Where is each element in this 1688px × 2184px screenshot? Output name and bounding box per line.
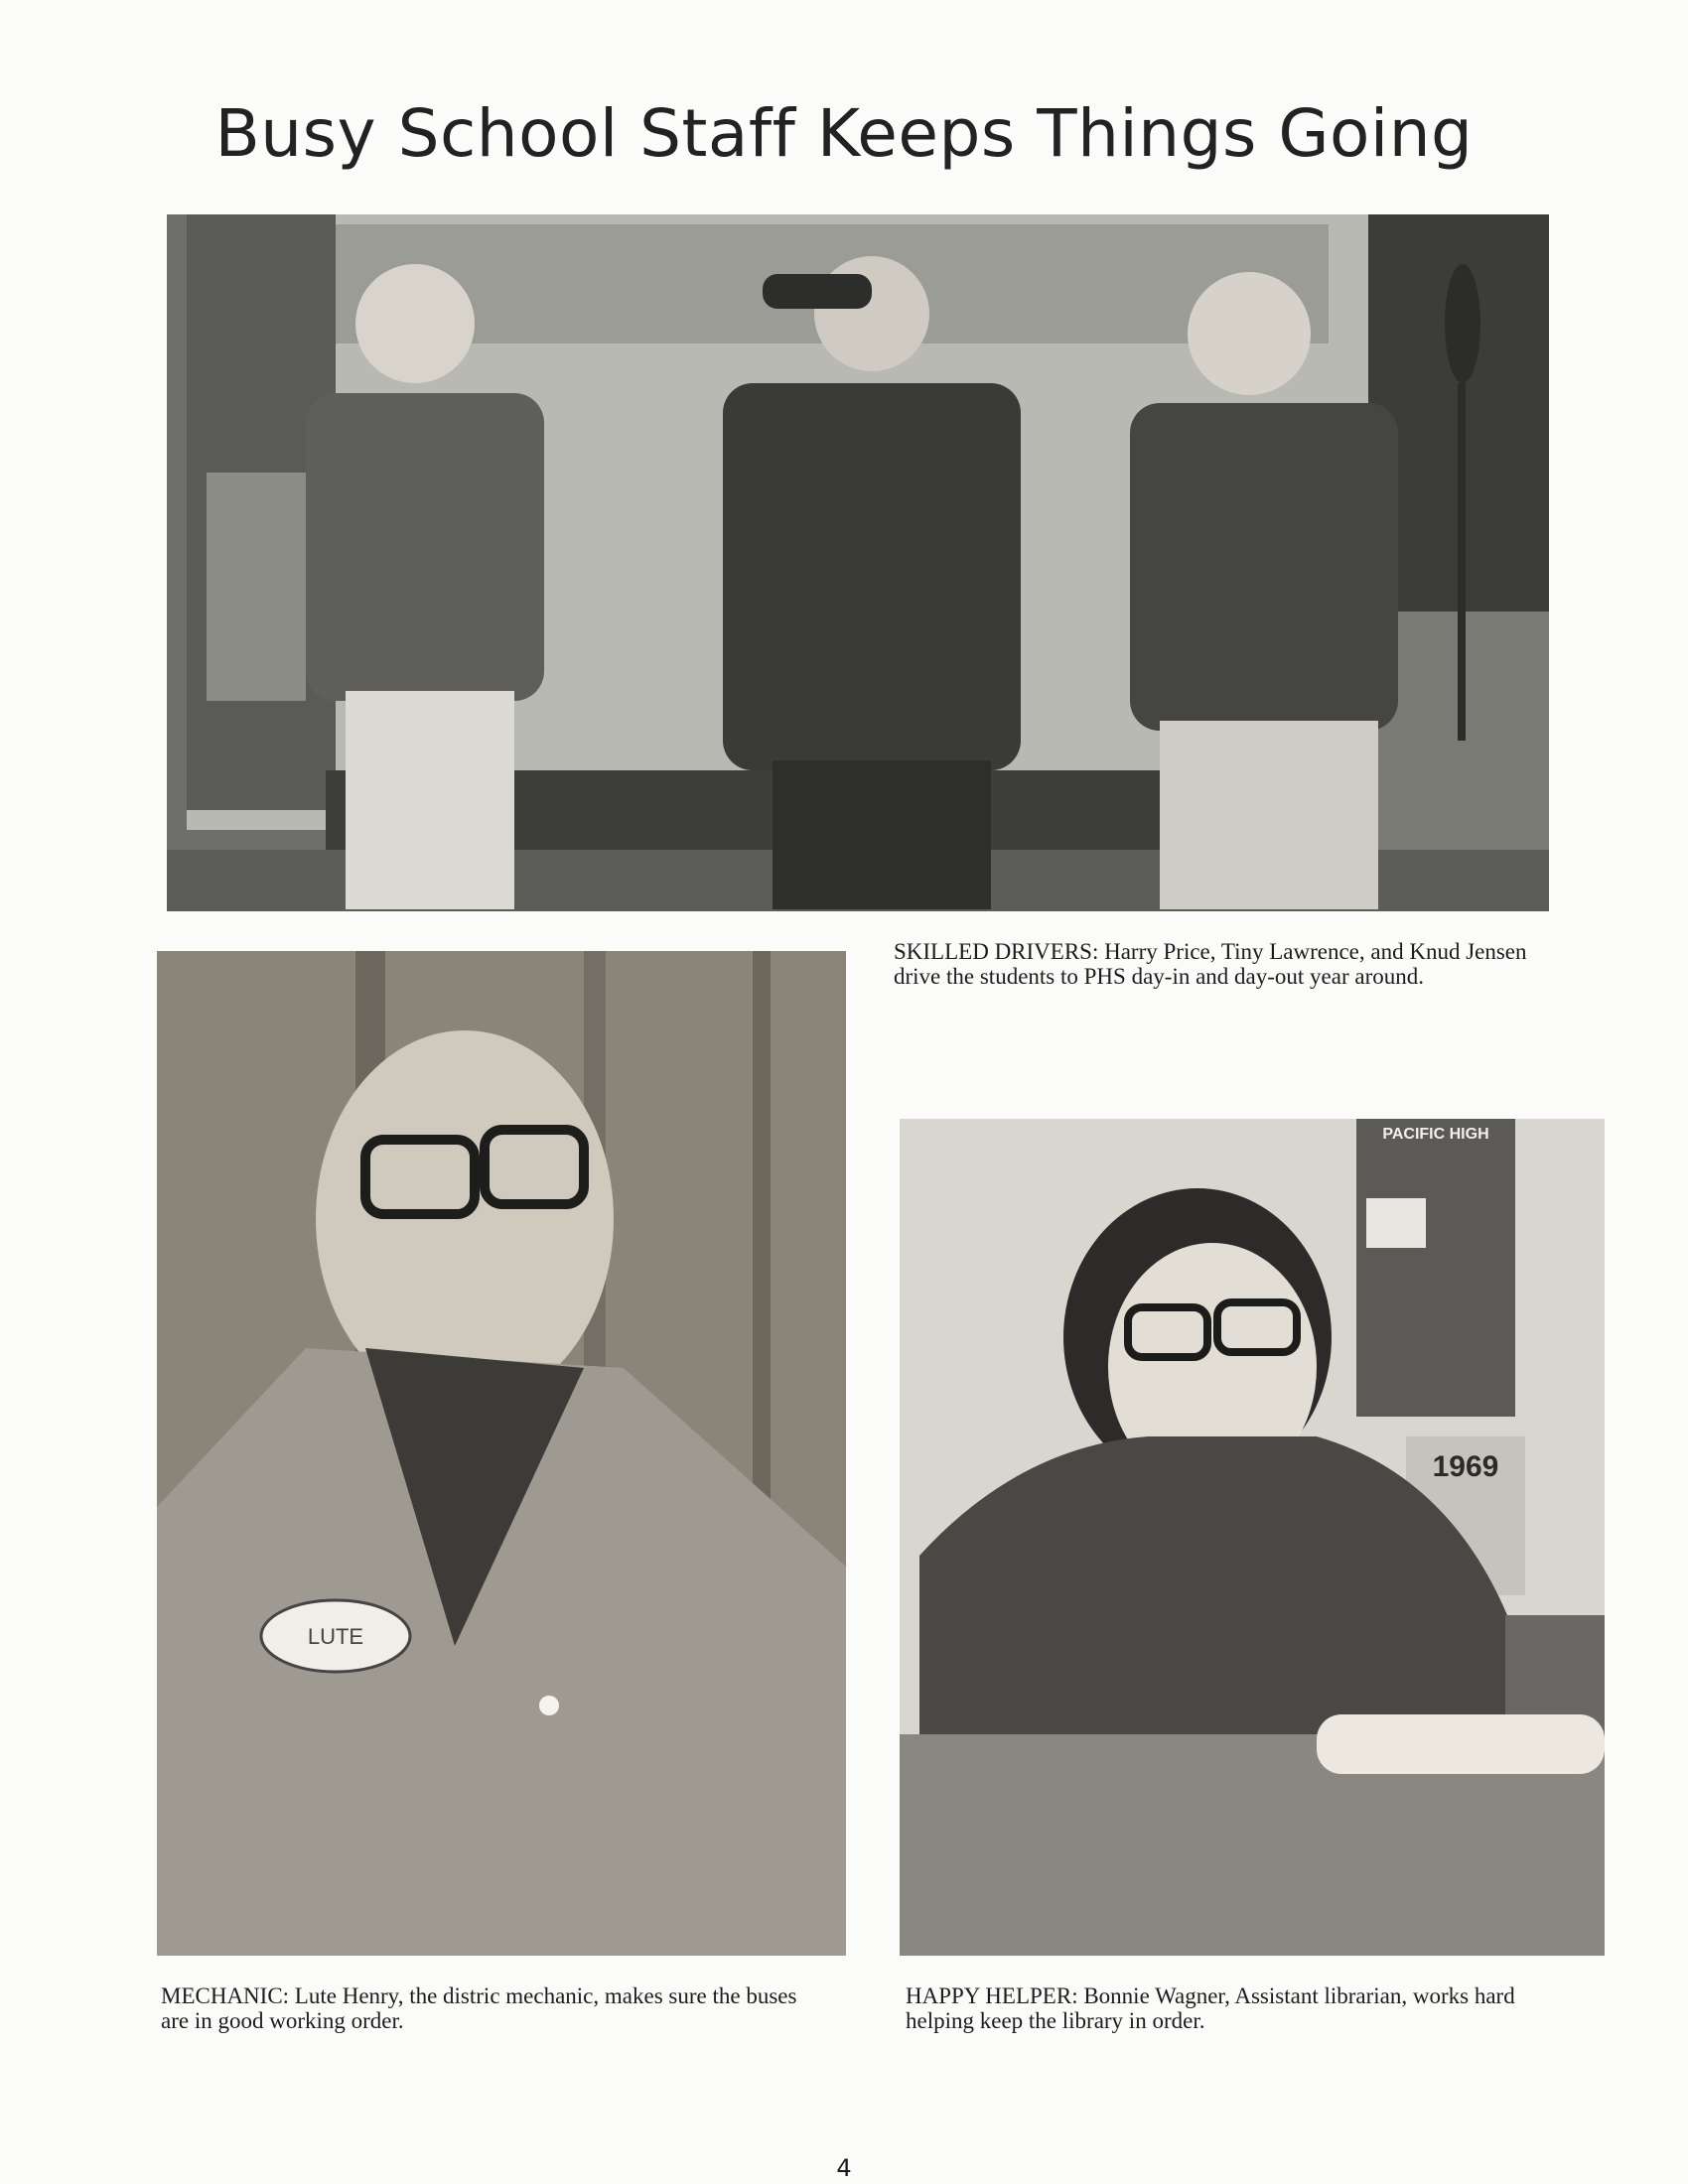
- calendar-text: 1969: [1432, 1450, 1499, 1483]
- helper-photo: [900, 1119, 1605, 1956]
- helper-caption: HAPPY HELPER: Bonnie Wagner, Assistant librarian, works hard helping keep the library in order.: [906, 1983, 1515, 2033]
- page-number: 4: [836, 2154, 852, 2182]
- mechanic-caption: MECHANIC: Lute Henry, the distric mechanic, makes sure the buses are in good working order.: [161, 1983, 797, 2033]
- poster-text: PACIFIC HIGH: [1382, 1126, 1489, 1143]
- page-title: Busy School Staff Keeps Things Going: [214, 95, 1474, 172]
- drivers-caption: SKILLED DRIVERS: Harry Price, Tiny Lawrence, and Knud Jensen drive the students to PHS day-in and day-out year around.: [894, 939, 1527, 989]
- mechanic-photo: [157, 951, 846, 1956]
- mechanic-badge-text: LUTE: [307, 1624, 364, 1649]
- drivers-photo: [167, 214, 1549, 911]
